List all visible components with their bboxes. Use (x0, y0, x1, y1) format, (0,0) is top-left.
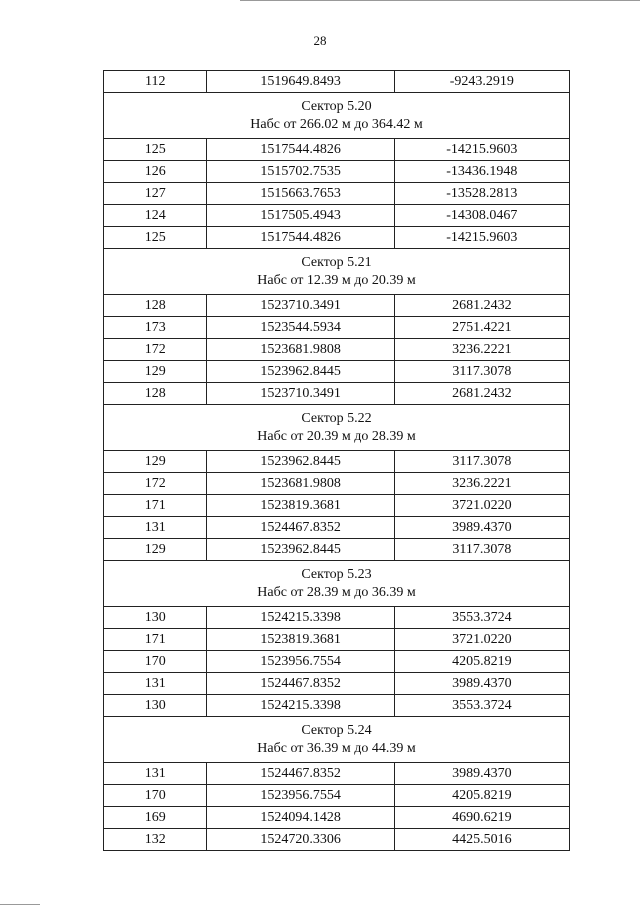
point-number-cell: 125 (104, 139, 207, 161)
x-coordinate-cell: 1523710.3491 (207, 295, 394, 317)
point-number-cell: 172 (104, 339, 207, 361)
x-coordinate-cell: 1517505.4943 (207, 205, 394, 227)
sector-header-row (104, 93, 570, 139)
y-coordinate-cell: 3721.0220 (394, 629, 569, 651)
table-row (104, 139, 570, 161)
x-coordinate-cell: 1523681.9808 (207, 473, 394, 495)
y-coordinate-cell: -13436.1948 (394, 161, 569, 183)
y-coordinate-cell: 4205.8219 (394, 651, 569, 673)
sector-height-range: Набс от 20.39 м до 28.39 м (257, 428, 416, 444)
y-coordinate-cell: 3989.4370 (394, 763, 569, 785)
sector-title: Сектор 5.20 (301, 98, 372, 114)
table-row (104, 651, 570, 673)
point-number-cell: 171 (104, 495, 207, 517)
point-number-cell: 128 (104, 383, 207, 405)
point-number-cell: 173 (104, 317, 207, 339)
coordinates-table (103, 70, 570, 851)
table-row (104, 539, 570, 561)
y-coordinate-cell: 3117.3078 (394, 539, 569, 561)
x-coordinate-cell: 1523681.9808 (207, 339, 394, 361)
sector-title: Сектор 5.23 (301, 566, 372, 582)
sector-header-row (104, 249, 570, 295)
point-number-cell: 130 (104, 607, 207, 629)
sector-title: Сектор 5.22 (301, 410, 372, 426)
y-coordinate-cell: -14215.9603 (394, 227, 569, 249)
point-number-cell: 124 (104, 205, 207, 227)
point-number-cell: 132 (104, 829, 207, 851)
y-coordinate-cell: 3989.4370 (394, 517, 569, 539)
table-row (104, 451, 570, 473)
x-coordinate-cell: 1517544.4826 (207, 139, 394, 161)
table-row (104, 383, 570, 405)
sector-header-row (104, 561, 570, 607)
y-coordinate-cell: -9243.2919 (394, 71, 569, 93)
sector-height-range: Набс от 36.39 м до 44.39 м (257, 740, 416, 756)
table-row (104, 183, 570, 205)
sector-title: Сектор 5.21 (301, 254, 372, 270)
y-coordinate-cell: 3553.3724 (394, 607, 569, 629)
table-row (104, 763, 570, 785)
sector-header-cell (104, 717, 570, 763)
y-coordinate-cell: -13528.2813 (394, 183, 569, 205)
point-number-cell: 127 (104, 183, 207, 205)
y-coordinate-cell: 3117.3078 (394, 451, 569, 473)
point-number-cell: 170 (104, 651, 207, 673)
y-coordinate-cell: 2751.4221 (394, 317, 569, 339)
table-row (104, 71, 570, 93)
y-coordinate-cell: -14215.9603 (394, 139, 569, 161)
table-row (104, 339, 570, 361)
sector-height-range: Набс от 266.02 м до 364.42 м (250, 116, 423, 132)
y-coordinate-cell: 2681.2432 (394, 295, 569, 317)
x-coordinate-cell: 1524467.8352 (207, 763, 394, 785)
table-row (104, 317, 570, 339)
x-coordinate-cell: 1524467.8352 (207, 673, 394, 695)
x-coordinate-cell: 1524215.3398 (207, 695, 394, 717)
x-coordinate-cell: 1523962.8445 (207, 539, 394, 561)
point-number-cell: 131 (104, 517, 207, 539)
x-coordinate-cell: 1523962.8445 (207, 361, 394, 383)
point-number-cell: 129 (104, 451, 207, 473)
x-coordinate-cell: 1523710.3491 (207, 383, 394, 405)
point-number-cell: 129 (104, 361, 207, 383)
table-row (104, 607, 570, 629)
table-row (104, 829, 570, 851)
sector-header-row (104, 717, 570, 763)
sector-header-row (104, 405, 570, 451)
point-number-cell: 171 (104, 629, 207, 651)
point-number-cell: 170 (104, 785, 207, 807)
x-coordinate-cell: 1524720.3306 (207, 829, 394, 851)
x-coordinate-cell: 1515663.7653 (207, 183, 394, 205)
y-coordinate-cell: 3553.3724 (394, 695, 569, 717)
table-row (104, 517, 570, 539)
table-row (104, 673, 570, 695)
scan-edge-line (240, 0, 640, 1)
table-row (104, 495, 570, 517)
x-coordinate-cell: 1519649.8493 (207, 71, 394, 93)
x-coordinate-cell: 1523962.8445 (207, 451, 394, 473)
sector-height-range: Набс от 28.39 м до 36.39 м (257, 584, 416, 600)
point-number-cell: 131 (104, 763, 207, 785)
table-row (104, 807, 570, 829)
x-coordinate-cell: 1517544.4826 (207, 227, 394, 249)
table-row (104, 629, 570, 651)
y-coordinate-cell: -14308.0467 (394, 205, 569, 227)
x-coordinate-cell: 1523956.7554 (207, 651, 394, 673)
x-coordinate-cell: 1524467.8352 (207, 517, 394, 539)
sector-height-range: Набс от 12.39 м до 20.39 м (257, 272, 416, 288)
table-row (104, 205, 570, 227)
point-number-cell: 125 (104, 227, 207, 249)
sector-header-cell (104, 93, 570, 139)
sector-header-cell (104, 405, 570, 451)
table-row (104, 227, 570, 249)
point-number-cell: 126 (104, 161, 207, 183)
x-coordinate-cell: 1523544.5934 (207, 317, 394, 339)
point-number-cell: 112 (104, 71, 207, 93)
sector-header-cell (104, 249, 570, 295)
table-row (104, 161, 570, 183)
y-coordinate-cell: 3721.0220 (394, 495, 569, 517)
point-number-cell: 172 (104, 473, 207, 495)
x-coordinate-cell: 1523819.3681 (207, 495, 394, 517)
x-coordinate-cell: 1515702.7535 (207, 161, 394, 183)
y-coordinate-cell: 3236.2221 (394, 339, 569, 361)
y-coordinate-cell: 2681.2432 (394, 383, 569, 405)
x-coordinate-cell: 1523956.7554 (207, 785, 394, 807)
x-coordinate-cell: 1524215.3398 (207, 607, 394, 629)
y-coordinate-cell: 4690.6219 (394, 807, 569, 829)
x-coordinate-cell: 1523819.3681 (207, 629, 394, 651)
table-row (104, 361, 570, 383)
table-row (104, 473, 570, 495)
y-coordinate-cell: 3236.2221 (394, 473, 569, 495)
table-row (104, 695, 570, 717)
point-number-cell: 128 (104, 295, 207, 317)
point-number-cell: 131 (104, 673, 207, 695)
coordinates-table-body (104, 71, 570, 851)
point-number-cell: 169 (104, 807, 207, 829)
y-coordinate-cell: 4205.8219 (394, 785, 569, 807)
y-coordinate-cell: 4425.5016 (394, 829, 569, 851)
sector-title: Сектор 5.24 (301, 722, 372, 738)
table-row (104, 785, 570, 807)
y-coordinate-cell: 3989.4370 (394, 673, 569, 695)
page-number: 28 (313, 33, 327, 48)
x-coordinate-cell: 1524094.1428 (207, 807, 394, 829)
point-number-cell: 129 (104, 539, 207, 561)
point-number-cell: 130 (104, 695, 207, 717)
sector-header-cell (104, 561, 570, 607)
y-coordinate-cell: 3117.3078 (394, 361, 569, 383)
table-row (104, 295, 570, 317)
